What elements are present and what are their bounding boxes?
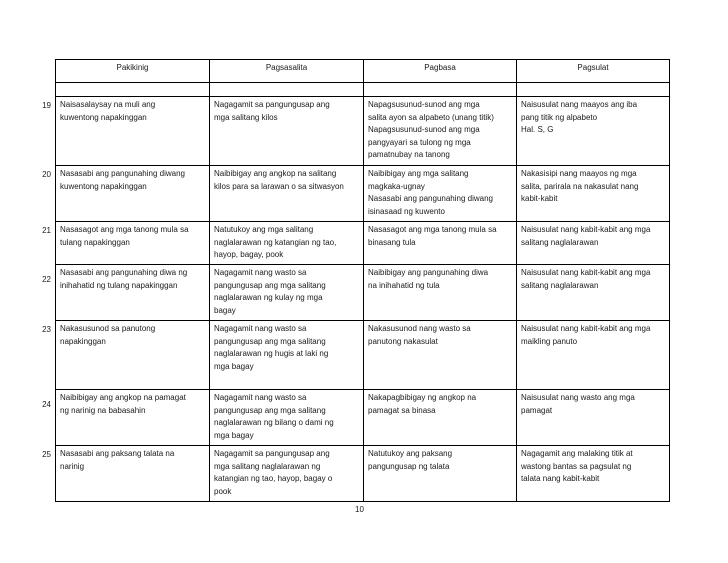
table-row	[42, 222, 670, 265]
cell-line: magkaka-ugnay	[368, 181, 425, 191]
cell-line: pang titik ng alpabeto	[521, 112, 598, 122]
cell-line: Nagagamit nang wasto sa	[214, 324, 307, 333]
table-cell	[516, 97, 670, 165]
cell-line: pamagat	[521, 405, 553, 415]
cell-line: Naisusulat nang wasto ang mga	[521, 393, 635, 402]
table-cell	[363, 390, 516, 445]
cell-line: kilos para sa larawan o sa sitwasyon	[214, 181, 344, 191]
cell-line: naglalarawan ng bilang o dami ng	[214, 418, 334, 427]
cell-line: kuwentong napakinggan	[60, 181, 147, 191]
cell-line: salitang naglalarawan	[521, 237, 599, 247]
cell-line: Natutukoy ang paksang	[368, 449, 453, 458]
cell-line: Naisusulat nang maayos ang iba	[521, 100, 638, 109]
row-number: 24	[42, 400, 51, 409]
cell-line: mga bagay	[214, 361, 254, 371]
cell-line: Nakasisipi nang maayos ng mga	[521, 169, 637, 178]
cell-line: binasang tula	[368, 237, 416, 247]
page-number: 10	[355, 505, 364, 514]
cell-line: salita ayon sa alpabeto (unang titik)	[368, 112, 494, 122]
cell-line: Naibibigay ang mga salitang	[368, 169, 469, 178]
header-pagbasa: Pagbasa	[363, 60, 516, 82]
cell-line: talata nang kabit-kabit	[521, 474, 600, 483]
spacer-row	[55, 83, 670, 97]
cell-line: pangungusap ng talata	[368, 461, 450, 471]
row-number: 21	[42, 226, 51, 235]
table-cell	[363, 97, 516, 165]
cell-line: Naisusulat nang kabit-kabit ang mga	[521, 268, 651, 277]
cell-line: tulang napakinggan	[60, 237, 130, 247]
cell-line: naglalarawan ng hugis at laki ng	[214, 349, 329, 358]
table-cell	[516, 321, 670, 389]
cell-line: Nasasabi ang pangunahing diwang	[368, 194, 493, 203]
cell-line: bagay	[214, 305, 236, 315]
cell-line: Naisasalaysay na muli ang	[60, 100, 156, 109]
cell-line: Nasasabi ang pangunahing diwang	[60, 169, 185, 178]
table-cell	[55, 390, 209, 445]
table-cell	[209, 321, 363, 389]
cell-line: Nakapagbibigay ng angkop na	[368, 393, 477, 402]
cell-line: Nagagamit ang malaking titik at	[521, 449, 633, 458]
cell-line: inihahatid ng tulang napakinggan	[60, 280, 178, 290]
row-number: 25	[42, 450, 51, 459]
table-row	[42, 265, 670, 321]
table-row	[42, 390, 670, 446]
curriculum-table	[42, 59, 670, 502]
cell-line: hayop, bagay, pook	[214, 250, 284, 259]
cell-line: kuwentong napakinggan	[60, 112, 147, 122]
cell-line: pangungusap ang mga salitang	[214, 280, 326, 290]
cell-line: pamagat sa binasa	[368, 405, 436, 415]
cell-line: wastong bantas sa pagsulat ng	[521, 461, 632, 471]
cell-line: Napagsusunud-sunod ang mga	[368, 125, 480, 134]
table-cell	[55, 222, 209, 264]
table-cell	[516, 265, 670, 320]
cell-line: kabit-kabit	[521, 194, 558, 203]
table-cell	[363, 446, 516, 501]
row-number: 22	[42, 275, 51, 284]
cell-line: pangungusap ang mga salitang	[214, 405, 326, 415]
table-row	[42, 321, 670, 390]
table-row	[42, 446, 670, 502]
cell-line: Naisusulat nang kabit-kabit ang mga	[521, 324, 651, 333]
table-cell	[363, 321, 516, 389]
table-cell	[209, 390, 363, 445]
table-cell	[55, 321, 209, 389]
table-cell	[363, 222, 516, 264]
cell-line: na inihahatid ng tula	[368, 280, 440, 290]
cell-line: Natutukoy ang mga salitang	[214, 225, 314, 234]
table-cell	[55, 166, 209, 221]
cell-line: salitang naglalarawan	[521, 280, 599, 290]
table-cell	[209, 166, 363, 221]
table-row	[42, 166, 670, 222]
table-cell	[209, 265, 363, 320]
cell-line: isinasaad ng kuwento	[368, 206, 445, 216]
table-cell	[55, 97, 209, 165]
table-cell	[209, 446, 363, 501]
header-pagsulat: Pagsulat	[516, 60, 670, 82]
cell-line: salita, parirala na nakasulat nang	[521, 181, 639, 191]
cell-line: Nakasusunod nang wasto sa	[368, 324, 471, 333]
header-row	[55, 60, 670, 83]
cell-line: Naibibigay ang angkop na pamagat	[60, 393, 186, 402]
cell-line: naglalarawan ng kulay ng mga	[214, 293, 323, 302]
cell-line: pangungusap ang mga salitang	[214, 336, 326, 346]
table-cell	[55, 446, 209, 501]
cell-line: Napagsusunud-sunod ang mga	[368, 100, 480, 109]
table-cell	[209, 97, 363, 165]
table-cell	[516, 166, 670, 221]
table-cell	[516, 222, 670, 264]
cell-line: Nagagamit nang wasto sa	[214, 393, 307, 402]
header-pakikinig: Pakikinig	[55, 60, 209, 82]
cell-line: panutong nakasulat	[368, 336, 438, 346]
cell-line: Nagagamit nang wasto sa	[214, 268, 307, 277]
cell-line: narinig	[60, 461, 85, 471]
cell-line: Nagagamit sa pangungusap ang	[214, 100, 330, 109]
cell-line: Naibibigay ang pangunahing diwa	[368, 268, 489, 277]
table-cell	[363, 166, 516, 221]
table-cell	[55, 265, 209, 320]
row-number: 19	[42, 101, 51, 110]
cell-line: maikling panuto	[521, 336, 578, 346]
table-row	[42, 97, 670, 166]
cell-line: ng narinig na babasahin	[60, 405, 146, 415]
cell-line: Nakasusunod sa panutong	[60, 324, 156, 333]
cell-line: katangian ng tao, hayop, bagay o	[214, 474, 333, 483]
cell-line: pamatnubay na tanong	[368, 150, 450, 159]
cell-line: Naisusulat nang kabit-kabit ang mga	[521, 225, 651, 234]
cell-line: mga salitang naglalarawan ng	[214, 461, 321, 471]
row-number: 23	[42, 325, 51, 334]
cell-line: mga salitang kilos	[214, 112, 278, 122]
table-cell	[363, 265, 516, 320]
cell-line: Nasasabi ang paksang talata na	[60, 449, 175, 458]
row-number: 20	[42, 170, 51, 179]
cell-line: mga bagay	[214, 430, 254, 440]
cell-line: Nasasabi ang pangunahing diwa ng	[60, 268, 188, 277]
cell-line: Naibibigay ang angkop na salitang	[214, 169, 337, 178]
table-cell	[516, 446, 670, 501]
cell-line: naglalarawan ng katangian ng tao,	[214, 237, 337, 247]
cell-line: Nasasagot ang mga tanong mula sa	[60, 225, 189, 234]
cell-line: Nagagamit sa pangungusap ang	[214, 449, 330, 458]
cell-line: pangyayari sa tulong ng mga	[368, 137, 471, 147]
cell-line: pook	[214, 486, 232, 496]
table-cell	[516, 390, 670, 445]
table-cell	[209, 222, 363, 264]
header-pagsasalita: Pagsasalita	[209, 60, 363, 82]
cell-line: Hal. S, G	[521, 125, 554, 134]
cell-line: napakinggan	[60, 336, 106, 346]
cell-line: Nasasagot ang mga tanong mula sa	[368, 225, 497, 234]
